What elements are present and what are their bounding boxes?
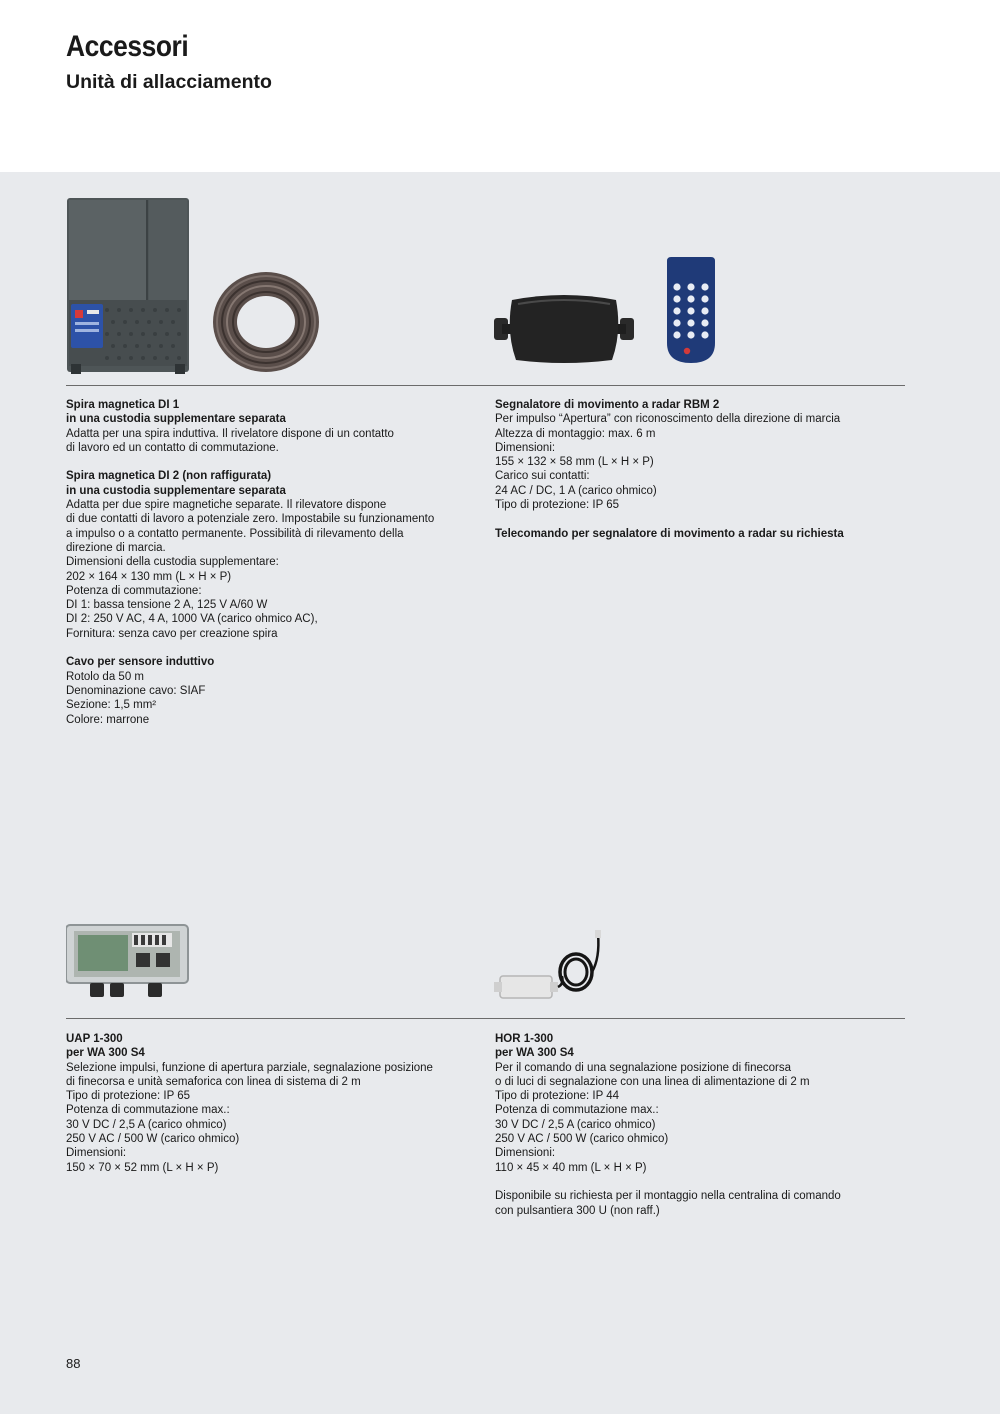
text-line: Denominazione cavo: SIAF [66,684,206,697]
text-line: Rotolo da 50 m [66,670,144,683]
uap-subheading: per WA 300 S4 [66,1047,145,1060]
text-line: 30 V DC / 2,5 A (carico ohmico) [495,1118,656,1131]
page-title: Accessori [66,30,189,63]
cable-heading: Cavo per sensore induttivo [66,656,215,669]
text-line: Colore: marrone [66,713,150,726]
remote-heading: Telecomando per segnalatore di movimento a radar su richiesta [495,527,844,540]
text-line: Per impulso “Apertura” con riconoscimento della direzione di marcia [495,413,841,426]
text-line: Dimensioni: [66,1147,127,1160]
text-line: DI 2: 250 V AC, 4 A, 1000 VA (carico ohmico AC), [66,613,318,626]
hor-module-image [494,928,610,1002]
text-line: di finecorsa e unità semaforica con linea di sistema di 2 m [66,1075,361,1088]
di2-heading: Spira magnetica DI 2 (non raffigurata) [66,470,272,483]
text-line: direzione di marcia. [66,541,166,554]
hor-heading: HOR 1-300 [495,1033,554,1045]
text-line: 24 AC / DC, 1 A (carico ohmico) [495,484,657,497]
uap-description [66,1032,433,1175]
text-line: Fornitura: senza cavo per creazione spira [66,627,278,640]
text-line: 250 V AC / 500 W (carico ohmico) [495,1133,669,1146]
text-line: Potenza di commutazione: [66,584,202,597]
uap-heading: UAP 1-300 [66,1033,123,1045]
text-line: di lavoro ed un contatto di commutazione. [66,441,279,454]
di1-subheading: in una custodia supplementare separata [66,413,286,426]
rbm-heading: Segnalatore di movimento a radar RBM 2 [495,399,720,411]
rbm-description [495,398,844,541]
cable-coil-image [211,270,321,374]
text-line: Disponibile su richiesta per il montaggio nella centralina di comando [495,1190,841,1203]
text-line: Adatta per una spira induttiva. Il rivelatore dispone di un contatto [66,427,394,440]
text-line: Potenza di commutazione max.: [495,1104,659,1117]
hor-description [495,1032,841,1218]
section-divider-bottom [66,1018,905,1019]
page-header [0,0,1000,172]
uap-board-image [66,923,190,1001]
text-line: Carico sui contatti: [495,470,590,483]
text-line: Selezione impulsi, funzione di apertura parziale, segnalazione posizione [66,1061,433,1074]
hor-subheading: per WA 300 S4 [495,1047,574,1060]
text-line: 30 V DC / 2,5 A (carico ohmico) [66,1118,227,1131]
text-line: Tipo di protezione: IP 44 [495,1090,620,1103]
text-line: DI 1: bassa tensione 2 A, 125 V A/60 W [66,599,268,612]
text-line: 250 V AC / 500 W (carico ohmico) [66,1133,240,1146]
text-line: a impulso o a contatto permanente. Possibilità di rilevamento della [66,527,404,540]
text-line: Dimensioni: [495,441,556,454]
di2-subheading: in una custodia supplementare separata [66,484,286,497]
radar-sensor-image [494,294,634,366]
text-line: 150 × 70 × 52 mm (L × H × P) [66,1161,219,1174]
text-line: Per il comando di una segnalazione posizione di finecorsa [495,1061,791,1074]
text-line: di due contatti di lavoro a potenziale zero. Impostabile su funzionamento [66,513,435,526]
page-number: 88 [66,1356,81,1371]
text-line: 155 × 132 × 58 mm (L × H × P) [495,456,654,469]
remote-control-image [667,257,715,365]
text-line: Dimensioni: [495,1147,556,1160]
control-box-image [67,198,189,374]
text-line: Potenza di commutazione max.: [66,1104,230,1117]
text-line: Tipo di protezione: IP 65 [66,1090,191,1103]
section-divider-top [66,385,905,386]
text-line: 110 × 45 × 40 mm (L × H × P) [495,1161,647,1174]
text-line: Tipo di protezione: IP 65 [495,499,620,512]
page-subtitle: Unità di allacciamento [66,71,272,93]
text-line: Altezza di montaggio: max. 6 m [495,427,656,440]
di-description [66,398,434,727]
text-line: Dimensioni della custodia supplementare: [66,556,279,569]
text-line: Sezione: 1,5 mm² [66,699,157,712]
di1-heading: Spira magnetica DI 1 [66,399,180,411]
text-line: o di luci di segnalazione con una linea di alimentazione di 2 m [495,1075,810,1088]
text-line: con pulsantiera 300 U (non raff.) [495,1204,660,1217]
text-line: 202 × 164 × 130 mm (L × H × P) [66,570,232,583]
text-line: Adatta per due spire magnetiche separate. Il rilevatore dispone [66,499,387,512]
